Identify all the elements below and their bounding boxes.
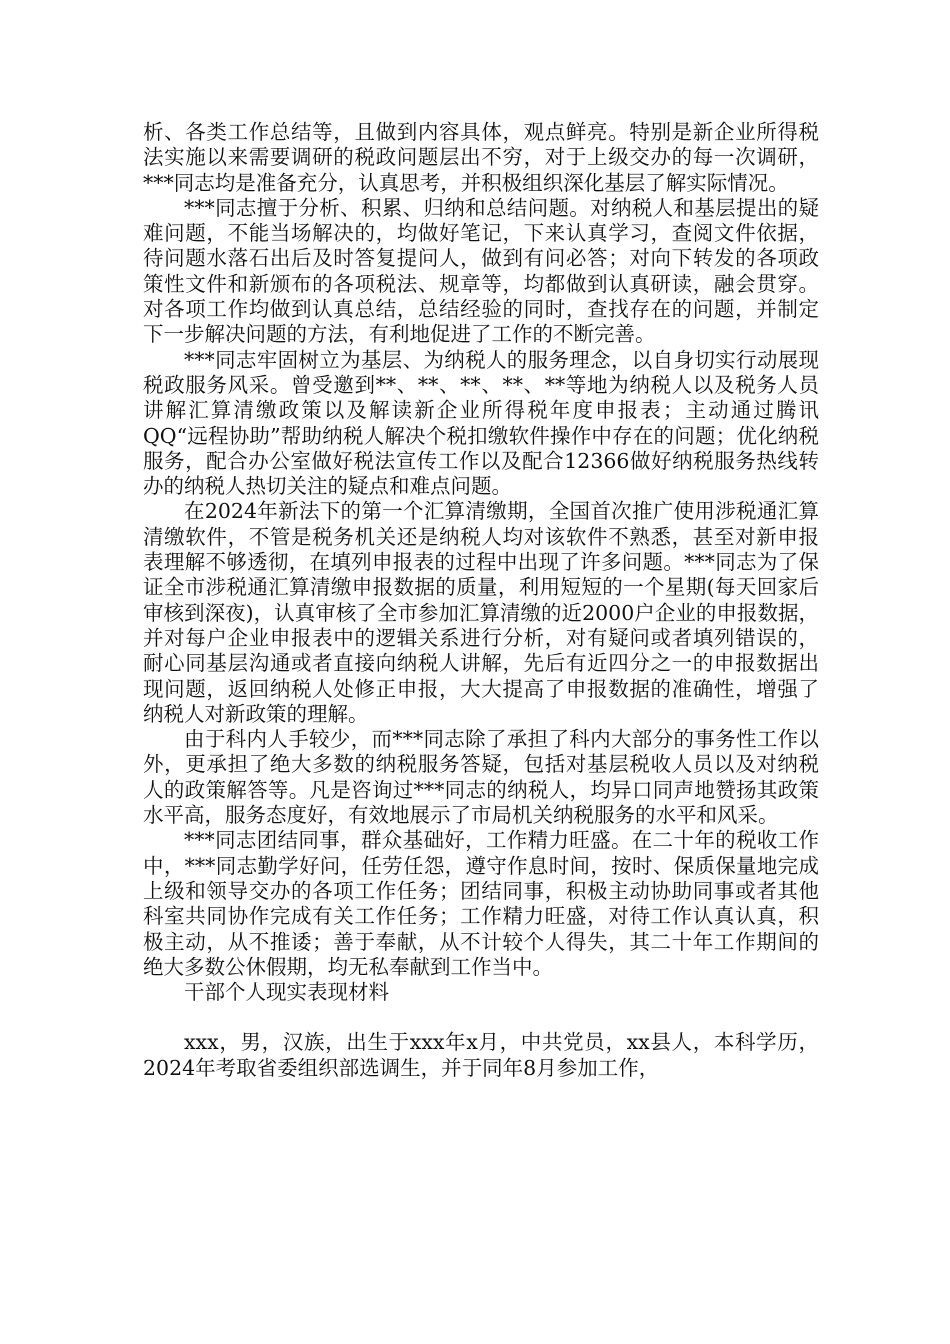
section-title: 干部个人现实表现材料 [184,980,389,1005]
paragraph-continued: 析、各类工作总结等，且做到内容具体，观点鲜亮。特别是新企业所得税法实施以来需要调研的税政问题层出不穷，对于上级交办的每一次调研，***同志均是准备充分，认真思考，并积极组织深化基层了解实际情况。 [143,120,819,195]
paragraph-workload: 由于科内人手较少，而***同志除了承担了科内大部分的事务性工作以外，更承担了绝大多数的纳税服务答疑，包括对基层税收人员以及对纳税人的政策解答等。凡是咨询过***同志的纳税人，均异口同声地赞扬其政策水平高，服务态度好，有效地展示了市局机关纳税服务的水平和风采。 [143,727,819,828]
paragraph-service: ***同志牢固树立为基层、为纳税人的服务理念，以自身切实行动展现税政服务风采。曾受邀到**、**、**、**、**等地为纳税人以及税务人员讲解汇算清缴政策以及解读新企业所得税年度申报表；主动通过腾讯QQ“远程协助”帮助纳税人解决个税扣缴软件操作中存在的问题；优化纳税服务，配合办公室做好税法宣传工作以及配合12366做好纳税服务热线转办的纳税人热切关注的疑点和难点问题。 [143,347,819,499]
paragraph-teamwork: ***同志团结同事，群众基础好，工作精力旺盛。在二十年的税收工作中，***同志勤学好问，任劳任怨，遵守作息时间，按时、保质保量地完成上级和领导交办的各项工作任务；团结同事，积极主动协助同事或者其他科室共同协作完成有关工作任务；工作精力旺盛，对待工作认真认真，积极主动，从不推诿；善于奉献，从不计较个人得失，其二十年工作期间的绝大多数公休假期，均无私奉献到工作当中。 [143,828,819,979]
intro-paragraph: xxx，男，汉族，出生于xxx年x月，中共党员，xx县人，本科学历，2024年考取省委组织部选调生，并于同年8月参加工作， [143,1030,819,1080]
document-body [143,120,819,1081]
paragraph-settlement: 在2024年新法下的第一个汇算清缴期，全国首次推广使用涉税通汇算清缴软件，不管是税务机关还是纳税人均对该软件不熟悉，甚至对新申报表理解不够透彻，在填列申报表的过程中出现了许多问题。***同志为了保证全市涉税通汇算清缴申报数据的质量，利用短短的一个星期(每天回家后审核到深夜)，认真审核了全市参加汇算清缴的近2000户企业的申报数据，并对每户企业申报表中的逻辑关系进行分析，对有疑问或者填列错误的，耐心同基层沟通或者直接向纳税人讲解，先后有近四分之一的申报数据出现问题，返回纳税人处修正申报，大大提高了申报数据的准确性，增强了纳税人对新政策的理解。 [143,499,819,726]
paragraph-analysis: ***同志擅于分析、积累、归纳和总结问题。对纳税人和基层提出的疑难问题，不能当场解决的，均做好笔记，下来认真学习，查阅文件依据，待问题水落石出后及时答复提问人，做到有问必答；对向下转发的各项政策性文件和新颁布的各项税法、规章等，均都做到认真研读，融会贯穿。对各项工作均做到认真总结，总结经验的同时，查找存在的问题，并制定下一步解决问题的方法，有利地促进了工作的不断完善。 [143,195,819,347]
